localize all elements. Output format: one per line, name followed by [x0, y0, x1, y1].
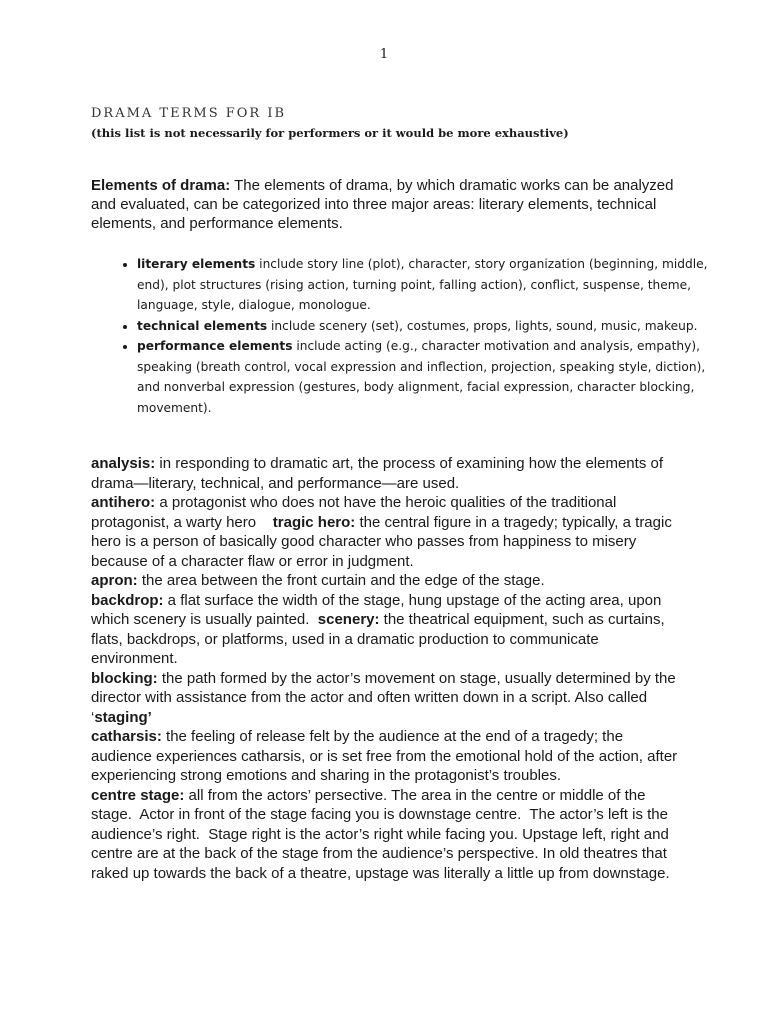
intro-term: Elements of drama:	[91, 177, 231, 194]
glossary-term: analysis:	[91, 455, 156, 472]
glossary-entry-catharsis	[91, 727, 681, 786]
glossary-entry-analysis	[91, 454, 681, 493]
list-item-technical	[137, 316, 727, 337]
glossary-definition: in responding to dramatic art, the process of examining how the elements of drama—literary, technical, and performance—are used.	[91, 455, 663, 492]
glossary-term: backdrop:	[91, 591, 164, 609]
glossary-entry-centre-stage	[91, 786, 681, 884]
glossary-term: antihero:	[91, 494, 156, 511]
glossary-definition: the feeling of release felt by the audience at the end of a tragedy; the audience experiences catharsis, or is set free from the emotional hold of the action, after experiencing strong emotions and sharing in the protagonist’s troubles.	[91, 728, 678, 784]
glossary-definition: the area between the front curtain and the edge of the stage.	[137, 572, 545, 589]
list-item-text: include story line (plot), character, story organization (beginning, middle, end), plot structures (rising action, turning point, falling action), conflict, suspense, theme, language, style, dialogue, monologue.	[137, 257, 708, 312]
glossary-term: scenery:	[317, 611, 380, 628]
glossary	[91, 454, 681, 883]
page-number: 1	[379, 47, 389, 62]
glossary-definition: a flat surface the width of the stage, hung upstage of the acting area, upon which scenery is usually painted.	[91, 591, 666, 628]
glossary-definition: the central figure in a tragedy; typically, a tragic hero is a person of basically good character who passes from happiness to misery because of a character flaw or error in judgment.	[91, 513, 676, 570]
list-item-term: literary elements	[137, 257, 256, 271]
list-item-text: include scenery (set), costumes, props, lights, sound, music, makeup.	[267, 318, 698, 333]
glossary-entry-blocking	[91, 669, 681, 728]
intro-text: The elements of drama, by which dramatic works can be analyzed and evaluated, can be categorized into three major areas: literary elements, technical elements, and performance elements.	[91, 177, 674, 232]
elements-list	[91, 254, 727, 418]
glossary-term: catharsis:	[91, 728, 162, 745]
document-subtitle: (this list is not necessarily for performers or it would be more exhaustive)	[91, 126, 569, 140]
glossary-definition: a protagonist who does not have the heroic qualities of the traditional protagonist, a warty hero	[91, 494, 621, 531]
list-item-term: technical elements	[137, 318, 268, 333]
list-item-performance	[137, 336, 727, 418]
glossary-term: blocking:	[91, 669, 158, 687]
glossary-term: tragic hero:	[272, 513, 356, 531]
glossary-term: apron:	[91, 572, 138, 589]
document-title: DRAMA TERMS FOR IB	[91, 106, 287, 121]
list-item-term: performance elements	[137, 339, 293, 353]
list-item-text: include acting (e.g., character motivation and analysis, empathy), speaking (breath control, vocal expression and inflection, projection, speaking style, diction), and nonverbal expression (gestures, body alignment, facial expression, character blocking, movement).	[137, 339, 706, 415]
intro-paragraph	[91, 176, 691, 233]
glossary-also-called: staging’	[94, 708, 152, 726]
glossary-term: centre stage:	[91, 786, 185, 804]
list-item-literary	[137, 254, 727, 316]
glossary-entry-backdrop	[91, 591, 681, 669]
glossary-entry-antihero	[91, 493, 681, 571]
glossary-entry-apron	[91, 571, 681, 591]
glossary-definition: the theatrical equipment, such as curtains, flats, backdrops, or platforms, used in a dramatic production to communicate environment.	[91, 611, 669, 667]
glossary-definition: the path formed by the actor’s movement on stage, usually determined by the director with assistance from the actor and often written down in a script. Also called ‘	[91, 669, 676, 726]
glossary-definition: all from the actors’ persective. The area in the centre or middle of the stage. Actor in front of the stage facing you is downstage centre. The actor’s left is the audience’s right. Stage right is the actor’s right while facing you. Upstage left, right and centre are at the back of the stage from the audience’s perspective. In old theatres that raked up towards the back of a theatre, upstage was literally a little up from downstage.	[91, 786, 674, 882]
